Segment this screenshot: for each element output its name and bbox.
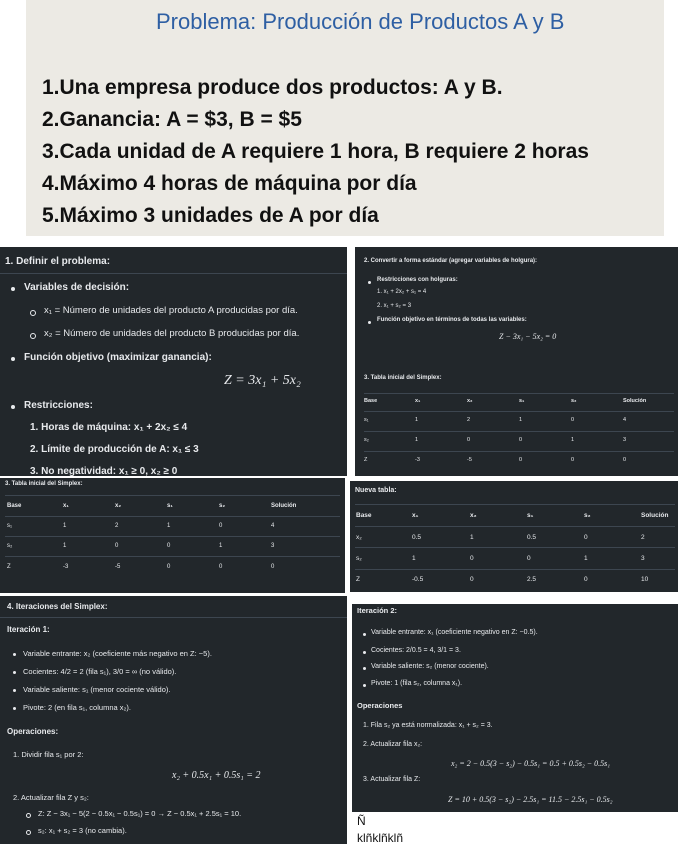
table-cell: Z bbox=[7, 564, 11, 570]
table-header-solution: Solución bbox=[271, 503, 297, 509]
table-header-solution: Solución bbox=[641, 512, 669, 519]
problem-item-4: 4.Máximo 4 horas de máquina por día bbox=[42, 172, 417, 195]
table-cell: 1 bbox=[219, 543, 223, 549]
equation-row-x2: x₂ + 0.5x₁ + 0.5s₁ = 2 bbox=[172, 770, 261, 781]
s2-row-update: s₂: x₁ + s₂ = 3 (no cambia). bbox=[38, 826, 127, 835]
table-cell: 0 bbox=[219, 564, 223, 570]
slack-eq-1: 1. x₁ + 2x₂ + s₁ = 4 bbox=[377, 289, 427, 295]
leaving-variable: Variable saliente: s₂ (menor cociente). bbox=[371, 663, 489, 670]
table-cell: -3 bbox=[415, 457, 420, 463]
table-cell: 1 bbox=[415, 437, 419, 443]
restriction-1: 1. Horas de máquina: x₁ + 2x₂ ≤ 4 bbox=[30, 422, 188, 433]
table-cell: 0 bbox=[219, 523, 223, 529]
leaving-variable: Variable saliente: s₁ (menor cociente válido). bbox=[23, 685, 171, 694]
operation-2: 2. Actualizar fila Z y s₂: bbox=[13, 793, 89, 802]
all-vars-objective-label: Función objetivo en términos de todas las variables: bbox=[377, 317, 527, 323]
panel-heading: 4. Iteraciones del Simplex: bbox=[7, 602, 108, 611]
table-title: 3. Tabla inicial del Simplex: bbox=[364, 375, 442, 381]
table-header-x2: x₂ bbox=[115, 503, 122, 509]
table-header-s2: s₂ bbox=[571, 398, 577, 404]
problem-title: Problema: Producción de Productos A y B bbox=[156, 9, 565, 34]
table-header-x2: x₂ bbox=[470, 512, 477, 519]
entering-variable: Variable entrante: x₁ (coeficiente negativo en Z: −0.5). bbox=[371, 629, 538, 636]
table-cell: 0 bbox=[571, 457, 575, 463]
circle-bullet-icon bbox=[30, 333, 36, 339]
table-cell: 0 bbox=[470, 576, 474, 583]
problem-item-1: 1.Una empresa produce dos productos: A y B. bbox=[42, 76, 503, 99]
table-cell: 4 bbox=[271, 523, 275, 529]
table-header-solution: Solución bbox=[623, 398, 647, 404]
table-cell: 1 bbox=[63, 543, 67, 549]
table-header-base: Base bbox=[7, 503, 22, 509]
table-cell: 1 bbox=[63, 523, 67, 529]
circle-bullet-icon bbox=[26, 830, 31, 835]
table-cell: 0 bbox=[519, 437, 523, 443]
operation-1: 1. Fila s₂ ya está normalizada: x₁ + s₂ = 3. bbox=[363, 722, 493, 729]
operations-label: Operaciones bbox=[357, 701, 403, 710]
panel-initial-table bbox=[0, 478, 345, 593]
table-header-s1: s₁ bbox=[519, 398, 525, 404]
table-header-s1: s₁ bbox=[167, 503, 173, 509]
table-cell: 1 bbox=[571, 437, 575, 443]
table-cell: -5 bbox=[467, 457, 472, 463]
table-cell: 4 bbox=[623, 417, 627, 423]
objective-function: Z = 3x₁ + 5x₂ bbox=[224, 373, 301, 388]
table-cell: s₂ bbox=[356, 555, 362, 562]
bullet-icon bbox=[363, 651, 366, 654]
bullet-icon bbox=[13, 707, 16, 710]
z-row-update: Z: Z − 3x₁ − 5(2 − 0.5x₁ − 0.5s₁) = 0 → Z − 0.5x₁ + 2.5s₁ = 10. bbox=[38, 809, 242, 818]
var-x1: x₁ = Número de unidades del producto A producidas por día. bbox=[44, 305, 298, 316]
table-cell: 1 bbox=[412, 555, 416, 562]
table-title: Nueva tabla: bbox=[355, 487, 397, 494]
table-cell: -3 bbox=[63, 564, 69, 570]
bullet-icon bbox=[368, 281, 371, 284]
panel-new-table bbox=[350, 481, 678, 592]
table-cell: -0.5 bbox=[412, 576, 424, 583]
panel-heading: 1. Definir el problema: bbox=[5, 256, 111, 267]
panel-heading: 2. Convertir a forma estándar (agregar variables de holgura): bbox=[364, 258, 538, 264]
operations-label: Operaciones: bbox=[7, 727, 59, 736]
table-cell: s₂ bbox=[364, 437, 369, 443]
slack-label: Restricciones con holguras: bbox=[377, 277, 458, 283]
decision-vars-label: Variables de decisión: bbox=[24, 282, 130, 293]
restrictions-label: Restricciones: bbox=[24, 400, 93, 411]
table-header-x1: x₁ bbox=[63, 503, 69, 509]
table-cell: 0.5 bbox=[527, 534, 537, 541]
table-cell: 0 bbox=[467, 437, 471, 443]
table-cell: 1 bbox=[584, 555, 588, 562]
bullet-icon bbox=[13, 671, 16, 674]
restriction-3: 3. No negatividad: x₁ ≥ 0, x₂ ≥ 0 bbox=[30, 466, 178, 476]
table-cell: 1 bbox=[167, 523, 171, 529]
operation-3: 3. Actualizar fila Z: bbox=[363, 776, 421, 783]
iteration-1-label: Iteración 1: bbox=[7, 625, 50, 634]
ratios: Cocientes: 4/2 = 2 (fila s₁), 3/0 = ∞ (no válido). bbox=[23, 667, 177, 676]
bullet-icon bbox=[363, 667, 366, 670]
table-cell: 0 bbox=[167, 543, 171, 549]
table-cell: 3 bbox=[641, 555, 645, 562]
standard-objective: Z − 3x₁ − 5x₂ = 0 bbox=[499, 332, 557, 341]
slack-eq-2: 2. x₁ + s₂ = 3 bbox=[377, 303, 412, 309]
table-cell: 0 bbox=[167, 564, 171, 570]
table-header-s2: s₂ bbox=[219, 503, 226, 509]
table-title: 3. Tabla inicial del Simplex: bbox=[5, 481, 83, 487]
entering-variable: Variable entrante: x₂ (coeficiente más negativo en Z: −5). bbox=[23, 649, 212, 658]
table-header-s2: s₂ bbox=[584, 512, 591, 519]
panel-iteration-2 bbox=[352, 604, 678, 812]
table-header-s1: s₁ bbox=[527, 512, 534, 519]
problem-item-5: 5.Máximo 3 unidades de A por día bbox=[42, 204, 379, 227]
footer-text-1: Ñ bbox=[357, 814, 366, 828]
table-cell: Z bbox=[364, 457, 368, 463]
table-cell: x₂ bbox=[356, 534, 362, 541]
table-cell: s₁ bbox=[364, 417, 369, 423]
table-cell: s₁ bbox=[7, 523, 13, 529]
table-header-base: Base bbox=[356, 512, 372, 519]
table-cell: 0 bbox=[271, 564, 275, 570]
problem-item-2: 2.Ganancia: A = $3, B = $5 bbox=[42, 108, 302, 131]
bullet-icon bbox=[11, 357, 15, 361]
iteration-2-heading: Iteración 2: bbox=[357, 606, 398, 615]
problem-item-3: 3.Cada unidad de A requiere 1 hora, B requiere 2 horas bbox=[42, 140, 589, 163]
circle-bullet-icon bbox=[26, 813, 31, 818]
table-cell: Z bbox=[356, 576, 360, 583]
restriction-2: 2. Límite de producción de A: x₁ ≤ 3 bbox=[30, 444, 199, 455]
table-header-base: Base bbox=[364, 398, 378, 404]
table-cell: 1 bbox=[415, 417, 419, 423]
var-x2: x₂ = Número de unidades del producto B producidas por día. bbox=[44, 328, 300, 339]
table-cell: 0 bbox=[470, 555, 474, 562]
table-cell: 3 bbox=[623, 437, 627, 443]
bullet-icon bbox=[368, 321, 371, 324]
table-cell: 3 bbox=[271, 543, 275, 549]
table-header-x1: x₁ bbox=[415, 398, 421, 404]
panel-iterations bbox=[0, 596, 347, 844]
pivot: Pivote: 2 (en fila s₁, columna x₂). bbox=[23, 703, 131, 712]
ratios: Cocientes: 2/0.5 = 4, 3/1 = 3. bbox=[371, 647, 461, 654]
table-header-x1: x₁ bbox=[412, 512, 419, 519]
pivot: Pivote: 1 (fila s₂, columna x₁). bbox=[371, 680, 463, 687]
table-cell: 0 bbox=[584, 576, 588, 583]
bullet-icon bbox=[363, 684, 366, 687]
table-header-x2: x₂ bbox=[467, 398, 473, 404]
equation-row-z: Z = 10 + 0.5(3 − s₂) − 2.5s₁ = 11.5 − 2.5s₁ − 0.5s₂ bbox=[448, 795, 613, 804]
table-cell: 0 bbox=[527, 555, 531, 562]
table-cell: 0 bbox=[115, 543, 119, 549]
equation-row-x2: x₂ = 2 − 0.5(3 − s₂) − 0.5s₁ = 0.5 + 0.5s₂ − 0.5s₁ bbox=[451, 759, 611, 768]
table-cell: -5 bbox=[115, 564, 121, 570]
table-cell: s₂ bbox=[7, 543, 13, 549]
bullet-icon bbox=[13, 689, 16, 692]
table-cell: 2 bbox=[115, 523, 119, 529]
table-cell: 1 bbox=[470, 534, 474, 541]
table-cell: 0 bbox=[584, 534, 588, 541]
table-cell: 2.5 bbox=[527, 576, 537, 583]
panel-define-problem bbox=[0, 247, 347, 476]
operation-1: 1. Dividir fila s₁ por 2: bbox=[13, 750, 84, 759]
table-cell: 0.5 bbox=[412, 534, 422, 541]
table-cell: 0 bbox=[571, 417, 575, 423]
table-cell: 2 bbox=[641, 534, 645, 541]
footer-text-2: klñklñklñ bbox=[357, 831, 404, 845]
bullet-icon bbox=[363, 633, 366, 636]
table-cell: 0 bbox=[623, 457, 627, 463]
bullet-icon bbox=[11, 405, 15, 409]
operation-2: 2. Actualizar fila x₂: bbox=[363, 741, 423, 748]
bullet-icon bbox=[13, 653, 16, 656]
circle-bullet-icon bbox=[30, 310, 36, 316]
table-cell: 2 bbox=[467, 417, 471, 423]
table-cell: 10 bbox=[641, 576, 649, 583]
objective-label: Función objetivo (maximizar ganancia): bbox=[24, 352, 212, 363]
panel-standard-form bbox=[355, 247, 678, 476]
table-cell: 1 bbox=[519, 417, 523, 423]
table-cell: 0 bbox=[519, 457, 523, 463]
bullet-icon bbox=[11, 287, 15, 291]
